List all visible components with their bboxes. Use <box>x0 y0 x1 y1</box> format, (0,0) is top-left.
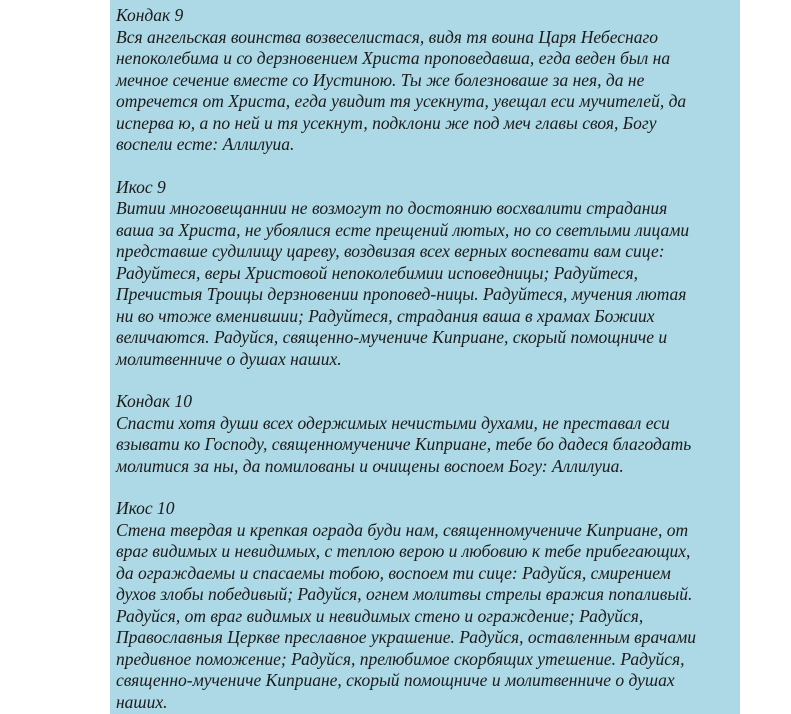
text-line: молитвенниче о душах наших. <box>116 348 342 369</box>
text-line: духов злобы победивый; Радуйся, огнем молитвы стрелы вражия попаливый. <box>116 584 693 604</box>
text-line: величаются. Радуйся, священно-мучениче Киприане, скорый помощниче и <box>116 327 668 347</box>
text-line: да ограждаемы и спасаемы тобою, воспоем ти сице: Радуйся, смирением <box>116 562 671 583</box>
text-line: Стена твердая и крепкая ограда буди нам, священномучениче Киприане, от <box>116 519 689 540</box>
text-line: представше судилищу цареву, воздвизая всех верных воспевати вам сице: <box>116 241 665 261</box>
text-line: мечное сечение вместе со Иустиною. Ты же болезноваше за нея, да не <box>116 69 645 90</box>
text-line: непоколебима и со дерзновением Христа проповедавша, егда веден был на <box>116 48 671 68</box>
text-line: Православныя Церкве преславное украшение. Радуйся, оставленным врачами <box>116 627 697 647</box>
text-panel <box>110 0 740 714</box>
kondak-9-section <box>116 5 738 156</box>
text-line: Радуйся, от враг видимых и невидимых стено и ограждение; Радуйся, <box>116 605 644 626</box>
section-title: Кондак 10 <box>116 391 193 411</box>
text-line: Витии многовещаннии не возмогут по достоянию восхвалити страдания <box>116 198 668 218</box>
text-line: молитися за ны, да помилованы и очищены воспоем Богу: Аллилуиа. <box>116 455 624 476</box>
section-title: Икос 9 <box>116 176 166 197</box>
text-line: священно-мучениче Киприане, скорый помощниче и молитвенниче о душах <box>116 670 675 690</box>
ikos-9-section <box>116 177 738 371</box>
text-line: Пречистыя Троицы дерзновении проповед-ницы. Радуйтеся, мучения лютая <box>116 284 687 304</box>
section-title: Кондак 9 <box>116 5 184 25</box>
text-line: Радуйтеся, веры Христовой непоколебимии исповедницы; Радуйтеся, <box>116 262 639 283</box>
text-line: наших. <box>116 691 168 712</box>
ikos-10-section <box>116 498 738 713</box>
text-line: Вся ангельская воинства возвеселистася, видя тя воина Царя Небеснаго <box>116 26 659 47</box>
text-line: Спасти хотя души всех одержимых нечистыми духами, не преставал еси <box>116 412 670 433</box>
kondak-10-section <box>116 391 738 477</box>
text-line: взывати ко Господу, священномучениче Киприане, тебе бо дадеся благодать <box>116 434 692 454</box>
text-line: ваша за Христа, не убоялися есте прещений лютых, но со светлыми лицами <box>116 219 690 240</box>
text-line: ни во чтоже вменившии; Радуйтеся, страдания ваша в храмах Божиих <box>116 305 655 326</box>
text-line: отречется от Христа, егда увидит тя усекнута, увещал еси мучителей, да <box>116 91 687 111</box>
section-title: Икос 10 <box>116 498 175 518</box>
text-line: исперва ю, а по ней и тя усекнут, подклони же под меч главы своя, Богу <box>116 112 657 133</box>
text-line: предивное поможение; Радуйся, прелюбимое скорбящих утешение. Радуйся, <box>116 648 685 669</box>
text-line: враг видимых и невидимых, с теплою верою и любовию к тебе прибегающих, <box>116 541 691 561</box>
text-line: воспели есте: Аллилуиа. <box>116 134 295 154</box>
